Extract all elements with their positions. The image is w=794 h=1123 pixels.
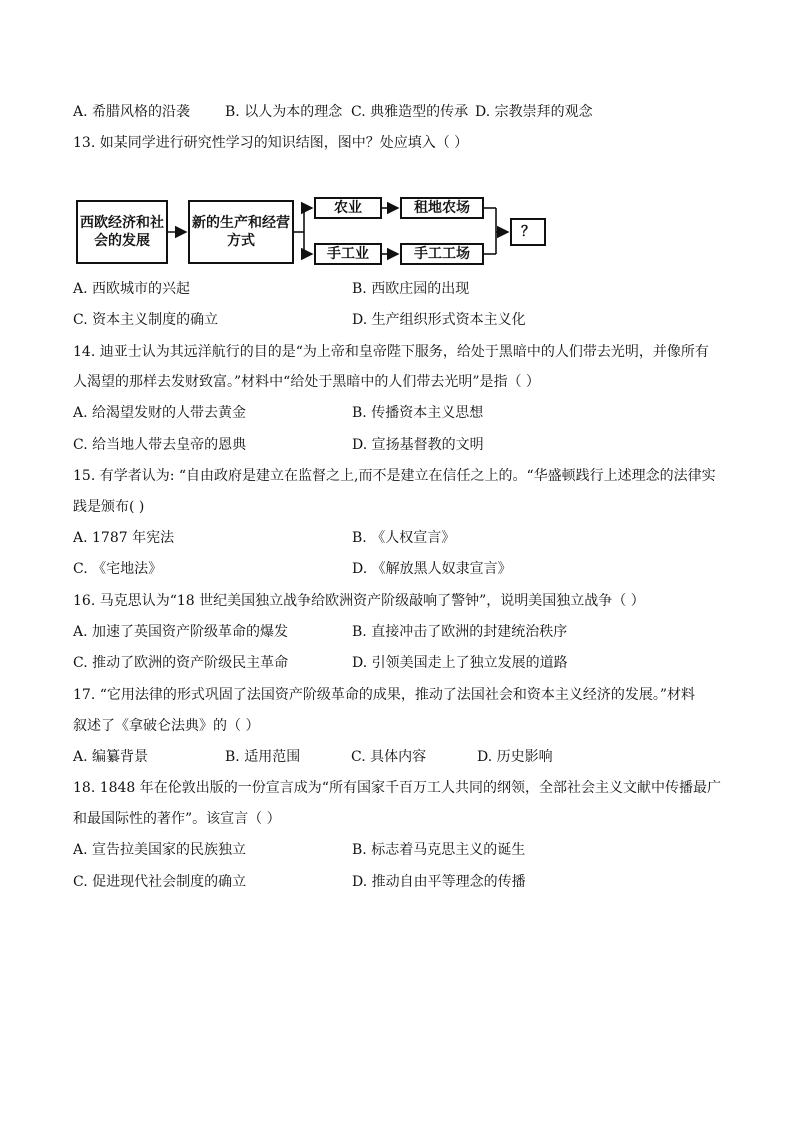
q13-options-row1 <box>73 279 469 299</box>
q12-option-b: B. 以人为本的理念 <box>225 104 343 120</box>
q15-options-row2 <box>73 559 512 579</box>
q12-option-c: C. 典雅造型的传承 <box>351 104 469 120</box>
q13-option-c: C. 资本主义制度的确立 <box>73 312 219 328</box>
q13-option-d: D. 生产组织形式资本主义化 <box>352 312 526 328</box>
q15-stem-line2: 践是颁布( ) <box>73 499 145 515</box>
q16-option-c: C. 推动了欧洲的资产阶级民主革命 <box>73 655 289 671</box>
q18-options-row1 <box>73 840 525 860</box>
q14-stem-line2: 人渴望的那样去发财致富。”材料中“给处于黑暗中的人们带去光明”是指（ ） <box>73 374 540 390</box>
q18-option-a: A. 宣告拉美国家的民族独立 <box>73 842 247 858</box>
q17-option-d: D. 历史影响 <box>477 749 553 765</box>
q18-option-c: C. 促进现代社会制度的确立 <box>73 874 247 890</box>
q17-options <box>73 747 553 767</box>
q18-stem-line2: 和最国际性的著作”。该宣言（ ） <box>73 811 281 827</box>
q13-option-a: A. 西欧城市的兴起 <box>73 281 191 297</box>
q13-stem: 13. 如某同学进行研究性学习的知识结图，图中？处应填入（ ） <box>73 135 469 151</box>
q14-options-row1 <box>73 403 483 423</box>
q14-stem-line1: 14. 迪亚士认为其远洋航行的目的是“为上帝和皇帝陛下服务，给处于黑暗中的人们带去光明，并像所有 <box>73 344 709 360</box>
q18-stem-line1: 18. 1848 年在伦敦出版的一份宣言成为“所有国家千百万工人共同的纲领，全部社会主义文献中传播最广 <box>73 780 721 796</box>
q14-option-d: D. 宣扬基督教的文明 <box>352 437 484 453</box>
q16-options-row1 <box>73 622 567 642</box>
q16-option-a: A. 加速了英国资产阶级革命的爆发 <box>73 624 289 640</box>
diagram-box-agriculture: 农业 <box>314 197 382 219</box>
diagram-box-origin: 西欧经济和社会的发展 <box>76 200 168 264</box>
q13-option-b: B. 西欧庄园的出现 <box>352 281 470 297</box>
q13-options-row2 <box>73 310 526 330</box>
q15-stem-line1: 15. 有学者认为: “自由政府是建立在监督之上,而不是建立在信任之上的。“华盛顿践行上述理念的法律实 <box>73 468 716 484</box>
q15-option-c: C. 《宅地法》 <box>73 561 163 577</box>
q14-options-row2 <box>73 435 484 455</box>
q14-option-b: B. 传播资本主义思想 <box>352 405 484 421</box>
q14-option-a: A. 给渴望发财的人带去黄金 <box>73 405 247 421</box>
diagram-arrows <box>0 0 794 300</box>
diagram-box-unknown: ？ <box>510 218 546 246</box>
q17-option-c: C. 具体内容 <box>351 749 427 765</box>
q16-option-b: B. 直接冲击了欧洲的封建统治秩序 <box>352 624 568 640</box>
diagram-box-new-mode: 新的生产和经营方式 <box>188 200 294 264</box>
q15-option-b: B. 《人权宣言》 <box>352 530 456 546</box>
q14-option-c: C. 给当地人带去皇帝的恩典 <box>73 437 247 453</box>
diagram-box-farm: 租地农场 <box>400 197 484 219</box>
q16-option-d: D. 引领美国走上了独立发展的道路 <box>352 655 568 671</box>
q15-options-row1 <box>73 528 455 548</box>
q17-stem-line1: 17. “它用法律的形式巩固了法国资产阶级革命的成果，推动了法国社会和资本主义经济的发展。”材料 <box>73 687 696 703</box>
diagram-box-handicraft: 手工业 <box>314 243 382 265</box>
q15-option-a: A. 1787 年宪法 <box>73 530 175 546</box>
q16-options-row2 <box>73 653 568 673</box>
q17-option-b: B. 适用范围 <box>225 749 301 765</box>
q15-option-d: D. 《解放黑人奴隶宣言》 <box>352 561 512 577</box>
q12-option-a: A. 希腊风格的沿袭 <box>73 104 191 120</box>
q17-stem-line2: 叙述了《拿破仑法典》的（ ） <box>73 718 260 734</box>
q17-option-a: A. 编纂背景 <box>73 749 149 765</box>
q18-option-b: B. 标志着马克思主义的诞生 <box>352 842 526 858</box>
q12-option-d: D. 宗教崇拜的观念 <box>475 104 593 120</box>
q16-stem: 16. 马克思认为“18 世纪美国独立战争给欧洲资产阶级敲响了警钟”，说明美国独立战争（ ） <box>73 593 645 609</box>
diagram-box-workshop: 手工工场 <box>400 243 484 265</box>
q18-options-row2 <box>73 872 526 892</box>
q18-option-d: D. 推动自由平等理念的传播 <box>352 874 526 890</box>
